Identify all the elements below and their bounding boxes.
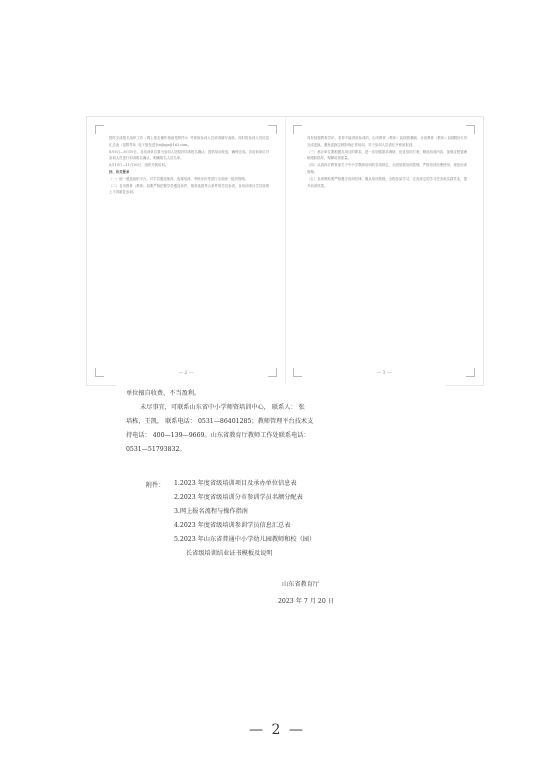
attachment-item: 3.网上报名流程与操作指南 [174,508,248,515]
right-paragraph: （五）参训教师要严格遵守培训纪律，服从培训管理，全程参加学习，完成规定的学习任务和实践作业，提升培训效果。 [307,176,467,188]
left-paragraph: 8月6日—8月10日，各培训单位要为参训人员做好培训报名确认，提供培训发放，确保完成。各培训单位对参训人员进行培训报名确认，明确报名人员名单。 [109,149,269,161]
scanned-document-spread [86,116,484,386]
crop-mark [268,125,277,134]
page-footer-number: — 2 — [249,722,305,738]
crop-mark [466,125,475,134]
issuer: 山东省教育厅 [282,581,320,588]
right-page-number: — 3 — [376,371,392,376]
attachment-item: 5.2023 年山东省普通中小学幼儿园教师和校（园） [174,536,316,543]
attachments-label: 附件： [146,482,165,489]
left-paragraph: 按时完成报名组织工作（网上报名操作指南见附件3）并规如参训人员须得填写表格。同时将参训人员信息汇总表（见附件4）电子版发送至sdjsgz@163.com。 [109,136,269,147]
scanned-page-left [87,117,286,385]
letter-line: 单位擅自收费、不当盈利。 [126,390,201,397]
issue-date: 2023 年 7 月 20 日 [278,598,334,605]
crop-mark [95,125,104,134]
left-page-number: — 2 — [178,371,194,376]
attachment-item: 长省级培训结业证书模板及说明 [186,550,273,557]
left-paragraph: （二）各市教育（教体）局要严格把握学员遴选条件，推荐选拔符合条件的学员参训，各培训项目学员原则上不得重复参训。 [109,183,269,195]
attachment-item: 1.2023 年度省级培训项目及承办单位信息表 [174,480,297,487]
right-paragraph: 具有较强教育学识，坚持不能得到参训的，由市教育（教体）局按照兼顾、全省教育（教体）局期限5天内完成更换，避免更换空缺影响正常培训，对于参训人员请在开班前报到。 [307,136,467,147]
left-paragraph: （一）统一遴选组织平台。对学员遴选推荐、选课培训、考核评价等进行全省统一组织管理。 [109,176,249,181]
letter-line: 未尽事宜，可联系山东省中小学师资培训中心， 联系人： 张 [140,404,305,411]
crop-mark [293,125,302,134]
attachment-item: 4.2023 年度省级培训参训学员信息汇总表 [174,522,291,529]
right-paragraph: （三）承办单位要根据各项目的要求，进一步加强需求调研，优化培训方案，精选培训内容，加强过程管理和跟踪指导，保障培训质量。 [307,149,467,161]
right-paragraph: （四）认真执行教育部关于中小学教师培训的各项规定，全面加强培训管理，严格培训经费使用，规范培训管理。 [307,163,467,174]
right-page-text [307,135,467,189]
letter-line: 0531—51793832。 [126,446,186,453]
letter-line: 培栋，王凯， 联系电话： 0531—86401285；教师管理平台技术支 [126,418,314,425]
left-heading: 四、有关要求 [109,169,130,174]
scanned-page-right [285,117,483,385]
letter-body [116,384,446,684]
attachment-item: 2.2023 年度省级培训分市参训学员名额分配表 [174,494,303,501]
letter-line: 持电话： 400—139—9669。山东省教育厅教师工作处联系电话： [126,432,310,439]
left-page-text [109,135,269,196]
left-paragraph: 8月10日—11月30日，组织开展培训。 [109,163,169,168]
